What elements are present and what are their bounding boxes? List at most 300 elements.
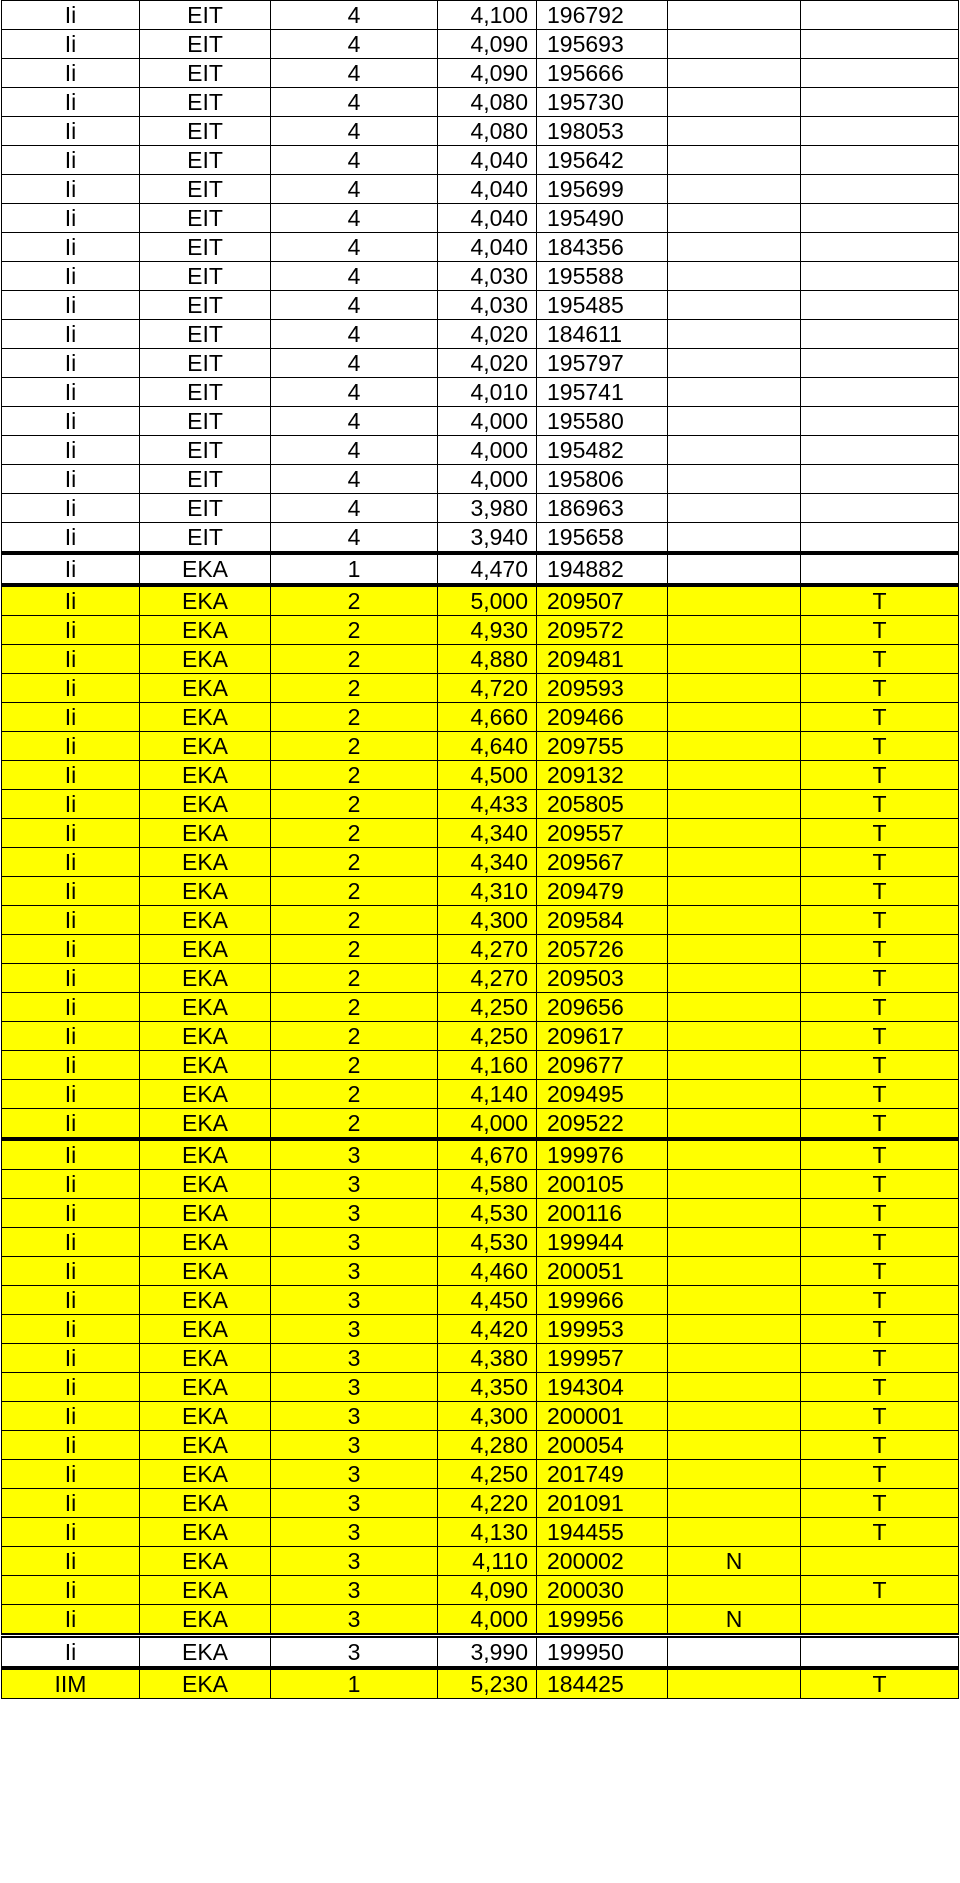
cell-code[interactable]: EKA	[140, 1431, 271, 1460]
cell-code[interactable]: EKA	[140, 1199, 271, 1228]
cell-code[interactable]: EIT	[140, 320, 271, 349]
cell-value[interactable]: 4,110	[438, 1547, 537, 1576]
cell-flag-n[interactable]	[668, 1139, 801, 1170]
cell-class[interactable]: Ii	[2, 1431, 140, 1460]
cell-group[interactable]: 3	[271, 1460, 438, 1489]
cell-class[interactable]: Ii	[2, 1170, 140, 1199]
cell-value[interactable]: 4,310	[438, 877, 537, 906]
cell-flag-t[interactable]	[801, 553, 959, 585]
cell-flag-t[interactable]	[801, 1547, 959, 1576]
cell-id[interactable]: 205726	[537, 935, 668, 964]
cell-flag-n[interactable]	[668, 585, 801, 616]
cell-flag-n[interactable]	[668, 761, 801, 790]
cell-class[interactable]: Ii	[2, 1228, 140, 1257]
cell-class[interactable]: Ii	[2, 1518, 140, 1547]
cell-flag-n[interactable]	[668, 1109, 801, 1140]
cell-code[interactable]: EIT	[140, 436, 271, 465]
cell-group[interactable]: 4	[271, 494, 438, 523]
cell-flag-t[interactable]	[801, 88, 959, 117]
cell-group[interactable]: 1	[271, 553, 438, 585]
cell-class[interactable]: Ii	[2, 790, 140, 819]
cell-id[interactable]: 199976	[537, 1139, 668, 1170]
cell-group[interactable]: 2	[271, 1051, 438, 1080]
cell-group[interactable]: 1	[271, 1668, 438, 1699]
table-row[interactable]	[2, 117, 959, 146]
cell-class[interactable]: Ii	[2, 1460, 140, 1489]
cell-id[interactable]: 194304	[537, 1373, 668, 1402]
cell-code[interactable]: EKA	[140, 1344, 271, 1373]
cell-flag-n[interactable]	[668, 964, 801, 993]
cell-id[interactable]: 200054	[537, 1431, 668, 1460]
cell-flag-n[interactable]	[668, 1, 801, 30]
cell-flag-t[interactable]: T	[801, 790, 959, 819]
table-row[interactable]	[2, 1489, 959, 1518]
cell-id[interactable]: 195588	[537, 262, 668, 291]
cell-class[interactable]: Ii	[2, 30, 140, 59]
cell-flag-n[interactable]	[668, 407, 801, 436]
cell-flag-t[interactable]: T	[801, 1315, 959, 1344]
cell-code[interactable]: EKA	[140, 1460, 271, 1489]
cell-value[interactable]: 4,000	[438, 1605, 537, 1636]
cell-class[interactable]: Ii	[2, 1489, 140, 1518]
cell-flag-n[interactable]	[668, 1286, 801, 1315]
cell-value[interactable]: 4,090	[438, 1576, 537, 1605]
cell-value[interactable]: 4,530	[438, 1228, 537, 1257]
cell-flag-t[interactable]: T	[801, 848, 959, 877]
cell-flag-n[interactable]	[668, 523, 801, 554]
cell-flag-n[interactable]	[668, 465, 801, 494]
cell-group[interactable]: 3	[271, 1199, 438, 1228]
cell-id[interactable]: 209507	[537, 585, 668, 616]
cell-class[interactable]: Ii	[2, 233, 140, 262]
cell-flag-t[interactable]: T	[801, 616, 959, 645]
cell-class[interactable]: Ii	[2, 1315, 140, 1344]
cell-class[interactable]: Ii	[2, 1373, 140, 1402]
cell-class[interactable]: Ii	[2, 407, 140, 436]
cell-value[interactable]: 4,880	[438, 645, 537, 674]
cell-flag-t[interactable]: T	[801, 993, 959, 1022]
cell-class[interactable]: Ii	[2, 1257, 140, 1286]
cell-value[interactable]: 4,040	[438, 204, 537, 233]
cell-value[interactable]: 4,660	[438, 703, 537, 732]
cell-id[interactable]: 195699	[537, 175, 668, 204]
cell-group[interactable]: 3	[271, 1518, 438, 1547]
cell-flag-n[interactable]	[668, 1344, 801, 1373]
table-row[interactable]	[2, 1257, 959, 1286]
table-row[interactable]	[2, 585, 959, 616]
cell-flag-t[interactable]: T	[801, 1402, 959, 1431]
cell-value[interactable]: 5,230	[438, 1668, 537, 1699]
cell-flag-n[interactable]	[668, 1373, 801, 1402]
cell-id[interactable]: 194455	[537, 1518, 668, 1547]
cell-flag-n[interactable]	[668, 877, 801, 906]
cell-id[interactable]: 196792	[537, 1, 668, 30]
cell-flag-n[interactable]	[668, 906, 801, 935]
cell-class[interactable]: Ii	[2, 674, 140, 703]
cell-id[interactable]: 184356	[537, 233, 668, 262]
cell-value[interactable]: 4,250	[438, 993, 537, 1022]
cell-id[interactable]: 209522	[537, 1109, 668, 1140]
cell-flag-n[interactable]	[668, 1402, 801, 1431]
cell-class[interactable]: Ii	[2, 993, 140, 1022]
cell-class[interactable]: Ii	[2, 964, 140, 993]
cell-group[interactable]: 4	[271, 146, 438, 175]
table-row[interactable]	[2, 703, 959, 732]
table-row[interactable]	[2, 1373, 959, 1402]
cell-id[interactable]: 195490	[537, 204, 668, 233]
table-row[interactable]	[2, 1668, 959, 1699]
cell-flag-t[interactable]: T	[801, 877, 959, 906]
table-row[interactable]	[2, 494, 959, 523]
cell-id[interactable]: 209479	[537, 877, 668, 906]
cell-id[interactable]: 209481	[537, 645, 668, 674]
cell-value[interactable]: 4,250	[438, 1460, 537, 1489]
cell-flag-t[interactable]: T	[801, 645, 959, 674]
cell-flag-t[interactable]: T	[801, 761, 959, 790]
cell-id[interactable]: 200002	[537, 1547, 668, 1576]
cell-class[interactable]: Ii	[2, 1344, 140, 1373]
cell-value[interactable]: 4,000	[438, 465, 537, 494]
cell-flag-n[interactable]	[668, 146, 801, 175]
cell-class[interactable]: Ii	[2, 1547, 140, 1576]
cell-code[interactable]: EKA	[140, 1170, 271, 1199]
cell-class[interactable]: Ii	[2, 1, 140, 30]
cell-flag-n[interactable]	[668, 703, 801, 732]
cell-flag-t[interactable]	[801, 146, 959, 175]
cell-flag-t[interactable]	[801, 320, 959, 349]
cell-id[interactable]: 200105	[537, 1170, 668, 1199]
cell-id[interactable]: 195806	[537, 465, 668, 494]
cell-value[interactable]: 4,040	[438, 175, 537, 204]
cell-value[interactable]: 4,350	[438, 1373, 537, 1402]
cell-id[interactable]: 195658	[537, 523, 668, 554]
cell-value[interactable]: 4,640	[438, 732, 537, 761]
cell-value[interactable]: 4,420	[438, 1315, 537, 1344]
cell-id[interactable]: 200001	[537, 1402, 668, 1431]
cell-value[interactable]: 4,030	[438, 291, 537, 320]
cell-group[interactable]: 3	[271, 1139, 438, 1170]
cell-flag-n[interactable]	[668, 1431, 801, 1460]
cell-value[interactable]: 4,040	[438, 233, 537, 262]
cell-class[interactable]: Ii	[2, 732, 140, 761]
table-row[interactable]	[2, 1228, 959, 1257]
cell-id[interactable]: 195741	[537, 378, 668, 407]
cell-code[interactable]: EKA	[140, 585, 271, 616]
table-row[interactable]	[2, 1518, 959, 1547]
cell-flag-t[interactable]	[801, 494, 959, 523]
cell-id[interactable]: 186963	[537, 494, 668, 523]
cell-class[interactable]: Ii	[2, 1109, 140, 1140]
cell-group[interactable]: 2	[271, 1022, 438, 1051]
table-row[interactable]	[2, 407, 959, 436]
cell-flag-n[interactable]	[668, 1022, 801, 1051]
cell-group[interactable]: 4	[271, 320, 438, 349]
cell-flag-n[interactable]	[668, 1636, 801, 1669]
table-row[interactable]	[2, 1547, 959, 1576]
table-row[interactable]	[2, 616, 959, 645]
cell-code[interactable]: EKA	[140, 732, 271, 761]
cell-flag-t[interactable]: T	[801, 1286, 959, 1315]
cell-flag-n[interactable]	[668, 262, 801, 291]
cell-group[interactable]: 4	[271, 117, 438, 146]
cell-group[interactable]: 4	[271, 523, 438, 554]
cell-flag-t[interactable]: T	[801, 585, 959, 616]
cell-class[interactable]: Ii	[2, 1402, 140, 1431]
table-row[interactable]	[2, 233, 959, 262]
cell-value[interactable]: 4,300	[438, 906, 537, 935]
cell-class[interactable]: Ii	[2, 349, 140, 378]
cell-class[interactable]: Ii	[2, 262, 140, 291]
cell-flag-n[interactable]	[668, 790, 801, 819]
table-row[interactable]	[2, 1460, 959, 1489]
table-row[interactable]	[2, 1402, 959, 1431]
cell-code[interactable]: EIT	[140, 291, 271, 320]
cell-group[interactable]: 2	[271, 1109, 438, 1140]
cell-flag-t[interactable]: T	[801, 1373, 959, 1402]
cell-value[interactable]: 4,100	[438, 1, 537, 30]
cell-value[interactable]: 4,080	[438, 88, 537, 117]
cell-code[interactable]: EKA	[140, 616, 271, 645]
cell-class[interactable]: Ii	[2, 585, 140, 616]
cell-id[interactable]: 205805	[537, 790, 668, 819]
cell-flag-t[interactable]: T	[801, 1257, 959, 1286]
table-row[interactable]	[2, 378, 959, 407]
cell-flag-n[interactable]	[668, 291, 801, 320]
cell-code[interactable]: EKA	[140, 703, 271, 732]
cell-flag-n[interactable]	[668, 1518, 801, 1547]
cell-flag-n[interactable]	[668, 1170, 801, 1199]
cell-value[interactable]: 4,000	[438, 407, 537, 436]
table-row[interactable]	[2, 1605, 959, 1636]
cell-value[interactable]: 4,720	[438, 674, 537, 703]
cell-flag-n[interactable]	[668, 1051, 801, 1080]
cell-flag-n[interactable]	[668, 117, 801, 146]
cell-flag-t[interactable]	[801, 204, 959, 233]
cell-flag-n[interactable]	[668, 553, 801, 585]
cell-class[interactable]: Ii	[2, 703, 140, 732]
cell-class[interactable]: Ii	[2, 1286, 140, 1315]
cell-flag-t[interactable]: T	[801, 1518, 959, 1547]
cell-value[interactable]: 4,460	[438, 1257, 537, 1286]
cell-code[interactable]: EKA	[140, 553, 271, 585]
cell-code[interactable]: EIT	[140, 233, 271, 262]
cell-class[interactable]: Ii	[2, 117, 140, 146]
cell-group[interactable]: 4	[271, 1, 438, 30]
table-row[interactable]	[2, 465, 959, 494]
cell-value[interactable]: 4,470	[438, 553, 537, 585]
table-row[interactable]	[2, 146, 959, 175]
table-row[interactable]	[2, 964, 959, 993]
cell-group[interactable]: 2	[271, 906, 438, 935]
cell-code[interactable]: EIT	[140, 204, 271, 233]
cell-group[interactable]: 4	[271, 465, 438, 494]
cell-id[interactable]: 209656	[537, 993, 668, 1022]
cell-code[interactable]: EKA	[140, 1547, 271, 1576]
cell-value[interactable]: 4,380	[438, 1344, 537, 1373]
table-row[interactable]	[2, 906, 959, 935]
cell-id[interactable]: 209572	[537, 616, 668, 645]
cell-class[interactable]: Ii	[2, 906, 140, 935]
cell-code[interactable]: EKA	[140, 1051, 271, 1080]
cell-value[interactable]: 4,270	[438, 935, 537, 964]
cell-group[interactable]: 2	[271, 935, 438, 964]
cell-flag-n[interactable]	[668, 59, 801, 88]
cell-class[interactable]: Ii	[2, 1605, 140, 1636]
cell-group[interactable]: 3	[271, 1373, 438, 1402]
cell-flag-n[interactable]	[668, 645, 801, 674]
table-row[interactable]	[2, 262, 959, 291]
cell-class[interactable]: Ii	[2, 1022, 140, 1051]
cell-code[interactable]: EKA	[140, 1228, 271, 1257]
cell-group[interactable]: 3	[271, 1431, 438, 1460]
cell-class[interactable]: Ii	[2, 204, 140, 233]
cell-code[interactable]: EKA	[140, 1605, 271, 1636]
table-row[interactable]	[2, 88, 959, 117]
cell-code[interactable]: EKA	[140, 790, 271, 819]
cell-value[interactable]: 4,270	[438, 964, 537, 993]
cell-class[interactable]: Ii	[2, 436, 140, 465]
cell-value[interactable]: 3,940	[438, 523, 537, 554]
table-row[interactable]	[2, 349, 959, 378]
cell-flag-n[interactable]	[668, 1257, 801, 1286]
cell-group[interactable]: 4	[271, 407, 438, 436]
cell-class[interactable]: Ii	[2, 1636, 140, 1669]
cell-value[interactable]: 5,000	[438, 585, 537, 616]
cell-value[interactable]: 4,433	[438, 790, 537, 819]
cell-code[interactable]: EIT	[140, 407, 271, 436]
cell-flag-n[interactable]	[668, 732, 801, 761]
cell-code[interactable]: EIT	[140, 494, 271, 523]
cell-id[interactable]: 199966	[537, 1286, 668, 1315]
table-row[interactable]	[2, 674, 959, 703]
cell-group[interactable]: 3	[271, 1605, 438, 1636]
cell-group[interactable]: 3	[271, 1547, 438, 1576]
table-row[interactable]	[2, 1576, 959, 1605]
cell-flag-n[interactable]: N	[668, 1547, 801, 1576]
cell-flag-n[interactable]	[668, 1576, 801, 1605]
cell-code[interactable]: EKA	[140, 1286, 271, 1315]
cell-flag-t[interactable]: T	[801, 1170, 959, 1199]
cell-group[interactable]: 3	[271, 1344, 438, 1373]
cell-id[interactable]: 209132	[537, 761, 668, 790]
cell-flag-t[interactable]	[801, 378, 959, 407]
cell-class[interactable]: Ii	[2, 59, 140, 88]
table-row[interactable]	[2, 1, 959, 30]
table-row[interactable]	[2, 1170, 959, 1199]
table-row[interactable]	[2, 761, 959, 790]
cell-class[interactable]: Ii	[2, 1080, 140, 1109]
cell-id[interactable]: 198053	[537, 117, 668, 146]
table-row[interactable]	[2, 1022, 959, 1051]
table-row[interactable]	[2, 291, 959, 320]
table-row[interactable]	[2, 1139, 959, 1170]
cell-flag-n[interactable]	[668, 1228, 801, 1257]
cell-flag-n[interactable]	[668, 349, 801, 378]
cell-id[interactable]: 209466	[537, 703, 668, 732]
cell-flag-n[interactable]	[668, 1668, 801, 1699]
cell-flag-t[interactable]: T	[801, 703, 959, 732]
cell-id[interactable]: 199953	[537, 1315, 668, 1344]
cell-code[interactable]: EKA	[140, 906, 271, 935]
cell-class[interactable]: Ii	[2, 935, 140, 964]
cell-value[interactable]: 4,080	[438, 117, 537, 146]
cell-flag-t[interactable]: T	[801, 1431, 959, 1460]
table-row[interactable]	[2, 320, 959, 349]
table-row[interactable]	[2, 59, 959, 88]
cell-flag-t[interactable]: T	[801, 1051, 959, 1080]
cell-id[interactable]: 199944	[537, 1228, 668, 1257]
cell-code[interactable]: EKA	[140, 1022, 271, 1051]
table-row[interactable]	[2, 175, 959, 204]
cell-flag-t[interactable]: T	[801, 964, 959, 993]
cell-class[interactable]: Ii	[2, 819, 140, 848]
cell-code[interactable]: EKA	[140, 1518, 271, 1547]
cell-class[interactable]: Ii	[2, 146, 140, 175]
cell-flag-t[interactable]	[801, 175, 959, 204]
table-row[interactable]	[2, 1344, 959, 1373]
cell-code[interactable]: EIT	[140, 349, 271, 378]
cell-group[interactable]: 2	[271, 790, 438, 819]
cell-id[interactable]: 209557	[537, 819, 668, 848]
cell-flag-t[interactable]: T	[801, 1460, 959, 1489]
cell-id[interactable]: 195580	[537, 407, 668, 436]
cell-code[interactable]: EKA	[140, 674, 271, 703]
cell-value[interactable]: 4,670	[438, 1139, 537, 1170]
cell-flag-t[interactable]: T	[801, 1489, 959, 1518]
table-row[interactable]	[2, 1286, 959, 1315]
cell-group[interactable]: 4	[271, 436, 438, 465]
cell-code[interactable]: EKA	[140, 1109, 271, 1140]
cell-group[interactable]: 2	[271, 645, 438, 674]
cell-group[interactable]: 4	[271, 291, 438, 320]
cell-class[interactable]: Ii	[2, 523, 140, 554]
cell-id[interactable]: 194882	[537, 553, 668, 585]
cell-code[interactable]: EIT	[140, 523, 271, 554]
cell-flag-t[interactable]	[801, 262, 959, 291]
cell-group[interactable]: 2	[271, 1080, 438, 1109]
table-row[interactable]	[2, 993, 959, 1022]
table-row[interactable]	[2, 732, 959, 761]
cell-flag-t[interactable]	[801, 523, 959, 554]
cell-flag-t[interactable]: T	[801, 674, 959, 703]
cell-value[interactable]: 4,140	[438, 1080, 537, 1109]
cell-class[interactable]: Ii	[2, 616, 140, 645]
cell-code[interactable]: EKA	[140, 848, 271, 877]
cell-value[interactable]: 4,020	[438, 320, 537, 349]
cell-class[interactable]: Ii	[2, 761, 140, 790]
cell-flag-n[interactable]	[668, 1080, 801, 1109]
cell-code[interactable]: EIT	[140, 262, 271, 291]
cell-group[interactable]: 3	[271, 1636, 438, 1669]
cell-group[interactable]: 3	[271, 1228, 438, 1257]
cell-code[interactable]: EKA	[140, 1576, 271, 1605]
cell-class[interactable]: Ii	[2, 291, 140, 320]
cell-flag-n[interactable]	[668, 1199, 801, 1228]
cell-group[interactable]: 3	[271, 1257, 438, 1286]
cell-code[interactable]: EKA	[140, 1139, 271, 1170]
cell-flag-n[interactable]	[668, 175, 801, 204]
cell-group[interactable]: 3	[271, 1576, 438, 1605]
cell-class[interactable]: Ii	[2, 1051, 140, 1080]
table-row[interactable]	[2, 204, 959, 233]
cell-group[interactable]: 3	[271, 1402, 438, 1431]
cell-flag-t[interactable]: T	[801, 1199, 959, 1228]
cell-flag-t[interactable]	[801, 59, 959, 88]
cell-flag-t[interactable]: T	[801, 906, 959, 935]
table-row[interactable]	[2, 645, 959, 674]
cell-id[interactable]: 195642	[537, 146, 668, 175]
cell-flag-t[interactable]	[801, 291, 959, 320]
